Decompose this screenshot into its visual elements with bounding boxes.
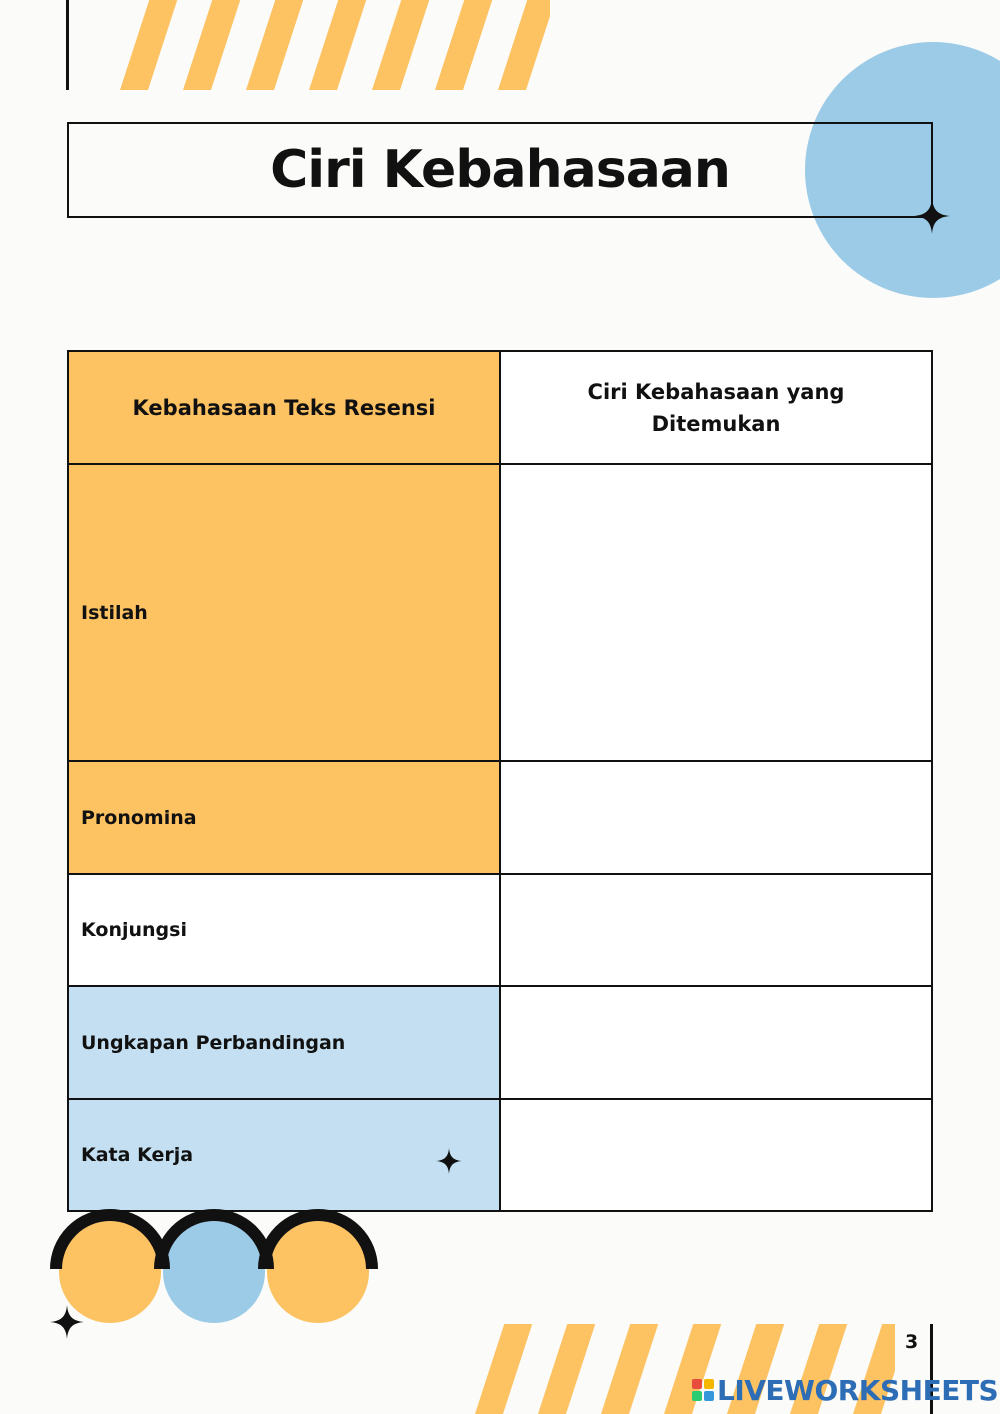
watermark-text: LIVEWORKSHEETS (717, 1373, 999, 1407)
header-ciri-ditemukan (500, 351, 932, 464)
liveworksheets-logo-icon (692, 1379, 714, 1401)
watermark[interactable] (692, 1372, 998, 1408)
row-label-text: Pronomina (81, 806, 197, 829)
language-features-table (67, 350, 933, 1212)
header-ciri-ditemukan-label: Ciri Kebahasaan yang Ditemukan (587, 379, 845, 436)
sparkle-icon (914, 198, 950, 234)
header-kebahasaan (68, 351, 500, 464)
sparkle-icon (50, 1305, 84, 1339)
answer-cell-konjungsi[interactable] (500, 874, 932, 986)
answer-cell-ungkapan-perbandingan[interactable] (500, 986, 932, 1099)
bottom-arch-circles-decoration (48, 1205, 388, 1330)
top-stripes-decoration (100, 0, 550, 90)
row-label-text: Kata Kerja (81, 1144, 194, 1166)
page-number: 3 (905, 1331, 919, 1353)
answer-cell-pronomina[interactable] (500, 761, 932, 874)
row-label-ungkapan-perbandingan (68, 986, 500, 1099)
row-label-istilah (68, 464, 500, 761)
header-kebahasaan-label: Kebahasaan Teks Resensi (132, 395, 436, 420)
sparkle-icon (436, 1148, 462, 1174)
row-label-konjungsi (68, 874, 500, 986)
row-label-text: Istilah (81, 601, 148, 624)
row-label-text: Konjungsi (81, 919, 187, 941)
row-label-text: Ungkapan Perbandingan (81, 1031, 346, 1054)
answer-cell-kata-kerja[interactable] (500, 1099, 932, 1211)
page-title: Ciri Kebahasaan (270, 140, 730, 200)
title-box (67, 122, 933, 218)
answer-cell-istilah[interactable] (500, 464, 932, 761)
top-left-divider-line (66, 0, 69, 90)
row-label-pronomina (68, 761, 500, 874)
